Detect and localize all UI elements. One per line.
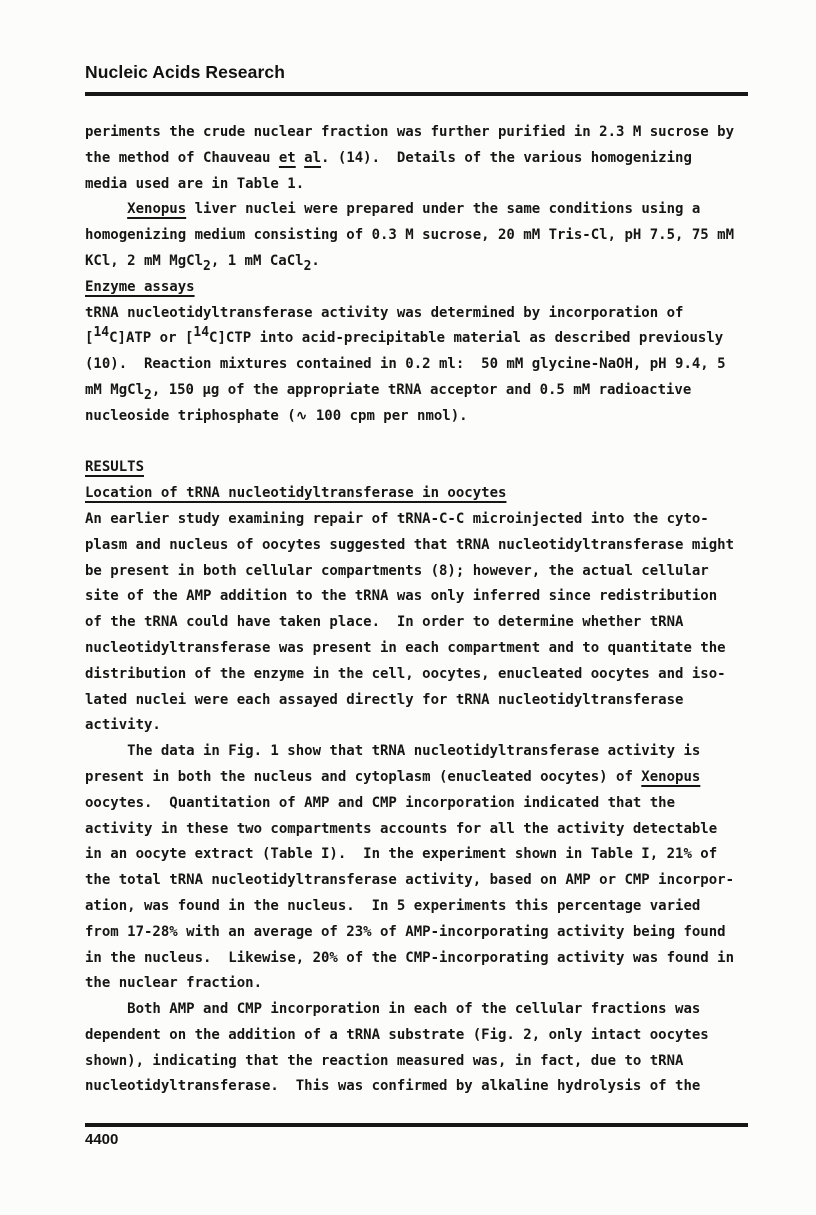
text-segment: KCl, 2 mM MgCl bbox=[85, 252, 204, 269]
text-segment: from 17-28% with an average of 23% of AMP-incorporating activity being found bbox=[85, 923, 726, 940]
text-line bbox=[85, 662, 765, 688]
text-line bbox=[85, 172, 765, 198]
text-line bbox=[85, 946, 765, 972]
text-segment: An earlier study examining repair of tRNA-C-C microinjected into the cyto- bbox=[85, 510, 709, 527]
text-segment: the method of Chauveau bbox=[85, 149, 279, 166]
text-line bbox=[85, 197, 765, 223]
text-segment: homogenizing medium consisting of 0.3 M sucrose, 20 mM Tris-Cl, pH 7.5, 75 mM bbox=[85, 227, 735, 244]
text-line bbox=[85, 791, 765, 817]
text-segment: nucleotidyltransferase. This was confirmed by alkaline hydrolysis of the bbox=[85, 1078, 701, 1095]
text-line bbox=[85, 559, 765, 585]
text-line bbox=[85, 481, 765, 507]
text-segment: plasm and nucleus of oocytes suggested that tRNA nucleotidyltransferase might bbox=[85, 536, 735, 553]
underlined-text: Enzyme assays bbox=[85, 278, 195, 295]
page-number: 4400 bbox=[85, 1131, 119, 1148]
text-line bbox=[85, 713, 765, 739]
text-segment: lated nuclei were each assayed directly for tRNA nucleotidyltransferase bbox=[85, 691, 684, 708]
journal-header: Nucleic Acids Research bbox=[85, 62, 285, 82]
text-line bbox=[85, 223, 765, 249]
text-line bbox=[85, 326, 765, 352]
underlined-text: al bbox=[304, 149, 322, 166]
text-line bbox=[85, 842, 765, 868]
text-segment: oocytes. Quantitation of AMP and CMP incorporation indicated that the bbox=[85, 794, 676, 811]
underlined-text: Xenopus bbox=[641, 768, 701, 785]
superscript-text: 14 bbox=[93, 325, 110, 341]
text-segment: mM MgCl bbox=[85, 381, 145, 398]
text-line bbox=[85, 430, 765, 456]
text-segment: media used are in Table 1. bbox=[85, 175, 305, 192]
text-segment: nucleotidyltransferase was present in each compartment and to quantitate the bbox=[85, 639, 726, 656]
subscript-text: 2 bbox=[303, 258, 312, 274]
text-line bbox=[85, 765, 765, 791]
text-line bbox=[85, 301, 765, 327]
underlined-text: Location of tRNA nucleotidyltransferase in oocytes bbox=[85, 485, 507, 502]
text-line bbox=[85, 971, 765, 997]
text-segment: . bbox=[311, 252, 320, 269]
text-line bbox=[85, 1049, 765, 1075]
text-line bbox=[85, 739, 765, 765]
text-line bbox=[85, 378, 765, 404]
text-segment: present in both the nucleus and cytoplasm (enucleated oocytes) of bbox=[85, 768, 642, 785]
footer-rule bbox=[85, 1123, 748, 1127]
document-body bbox=[85, 120, 765, 1100]
subscript-text: 2 bbox=[144, 387, 152, 403]
text-segment: Both AMP and CMP incorporation in each of the cellular fractions was bbox=[85, 1001, 701, 1018]
text-line bbox=[85, 636, 765, 662]
text-line bbox=[85, 997, 765, 1023]
text-segment: the nuclear fraction. bbox=[85, 975, 263, 992]
text-line bbox=[85, 507, 765, 533]
text-segment: The data in Fig. 1 show that tRNA nucleotidyltransferase activity is bbox=[85, 743, 701, 760]
text-line bbox=[85, 688, 765, 714]
text-segment: C]CTP into acid-precipitable material as described previously bbox=[209, 330, 724, 347]
text-segment: , 1 mM CaCl bbox=[210, 252, 304, 269]
text-line bbox=[85, 352, 765, 378]
text-segment: dependent on the addition of a tRNA substrate (Fig. 2, only intact oocytes bbox=[85, 1026, 709, 1043]
text-line bbox=[85, 275, 765, 301]
text-segment: site of the AMP addition to the tRNA was only inferred since redistribution bbox=[85, 588, 718, 605]
text-segment: activity in these two compartments accounts for all the activity detectable bbox=[85, 820, 718, 837]
text-line bbox=[85, 920, 765, 946]
text-line bbox=[85, 404, 765, 430]
text-segment: distribution of the enzyme in the cell, oocytes, enucleated oocytes and iso- bbox=[85, 665, 726, 682]
text-segment: (10). Reaction mixtures contained in 0.2 ml: 50 mM glycine-NaOH, pH 9.4, 5 bbox=[85, 356, 726, 373]
text-segment bbox=[296, 150, 304, 166]
text-segment: liver nuclei were prepared under the same conditions using a bbox=[186, 201, 701, 218]
text-line bbox=[85, 868, 765, 894]
text-segment: [ bbox=[85, 330, 94, 347]
text-line bbox=[85, 1074, 765, 1100]
text-line bbox=[85, 817, 765, 843]
text-line bbox=[85, 249, 765, 275]
text-segment: tRNA nucleotidyltransferase activity was determined by incorporation of bbox=[85, 304, 684, 321]
text-line bbox=[85, 894, 765, 920]
header-rule bbox=[85, 92, 748, 96]
underlined-text: Xenopus bbox=[127, 201, 187, 218]
text-line bbox=[85, 120, 765, 146]
subscript-text: 2 bbox=[203, 258, 211, 274]
text-segment: ation, was found in the nucleus. In 5 experiments this percentage varied bbox=[85, 897, 701, 914]
text-segment: periments the crude nuclear fraction was further purified in 2.3 M sucrose by bbox=[85, 124, 735, 140]
text-segment: in the nucleus. Likewise, 20% of the CMP-incorporating activity was found in bbox=[85, 949, 735, 966]
text-line bbox=[85, 584, 765, 610]
text-line bbox=[85, 455, 765, 481]
text-line bbox=[85, 1023, 765, 1049]
text-segment: C]ATP or [ bbox=[109, 330, 194, 347]
text-segment: shown), indicating that the reaction measured was, in fact, due to tRNA bbox=[85, 1052, 684, 1069]
text-segment: activity. bbox=[85, 717, 161, 734]
text-segment: . (14). Details of the various homogenizing bbox=[321, 149, 692, 166]
text-segment: nucleoside triphosphate (∿ 100 cpm per nmol). bbox=[85, 407, 468, 424]
text-segment: in an oocyte extract (Table I). In the experiment shown in Table I, 21% of bbox=[85, 846, 718, 863]
underlined-text: RESULTS bbox=[85, 459, 145, 476]
text-segment: , 150 μg of the appropriate tRNA acceptor and 0.5 mM radioactive bbox=[151, 381, 692, 398]
text-segment: be present in both cellular compartments (8); however, the actual cellular bbox=[85, 562, 709, 579]
text-segment: the total tRNA nucleotidyltransferase activity, based on AMP or CMP incorpor- bbox=[85, 872, 735, 889]
text-line bbox=[85, 610, 765, 636]
text-segment bbox=[85, 201, 127, 217]
text-line bbox=[85, 146, 765, 172]
text-segment: of the tRNA could have taken place. In order to determine whether tRNA bbox=[85, 614, 684, 631]
superscript-text: 14 bbox=[193, 325, 210, 341]
underlined-text: et bbox=[278, 149, 296, 166]
text-line bbox=[85, 533, 765, 559]
